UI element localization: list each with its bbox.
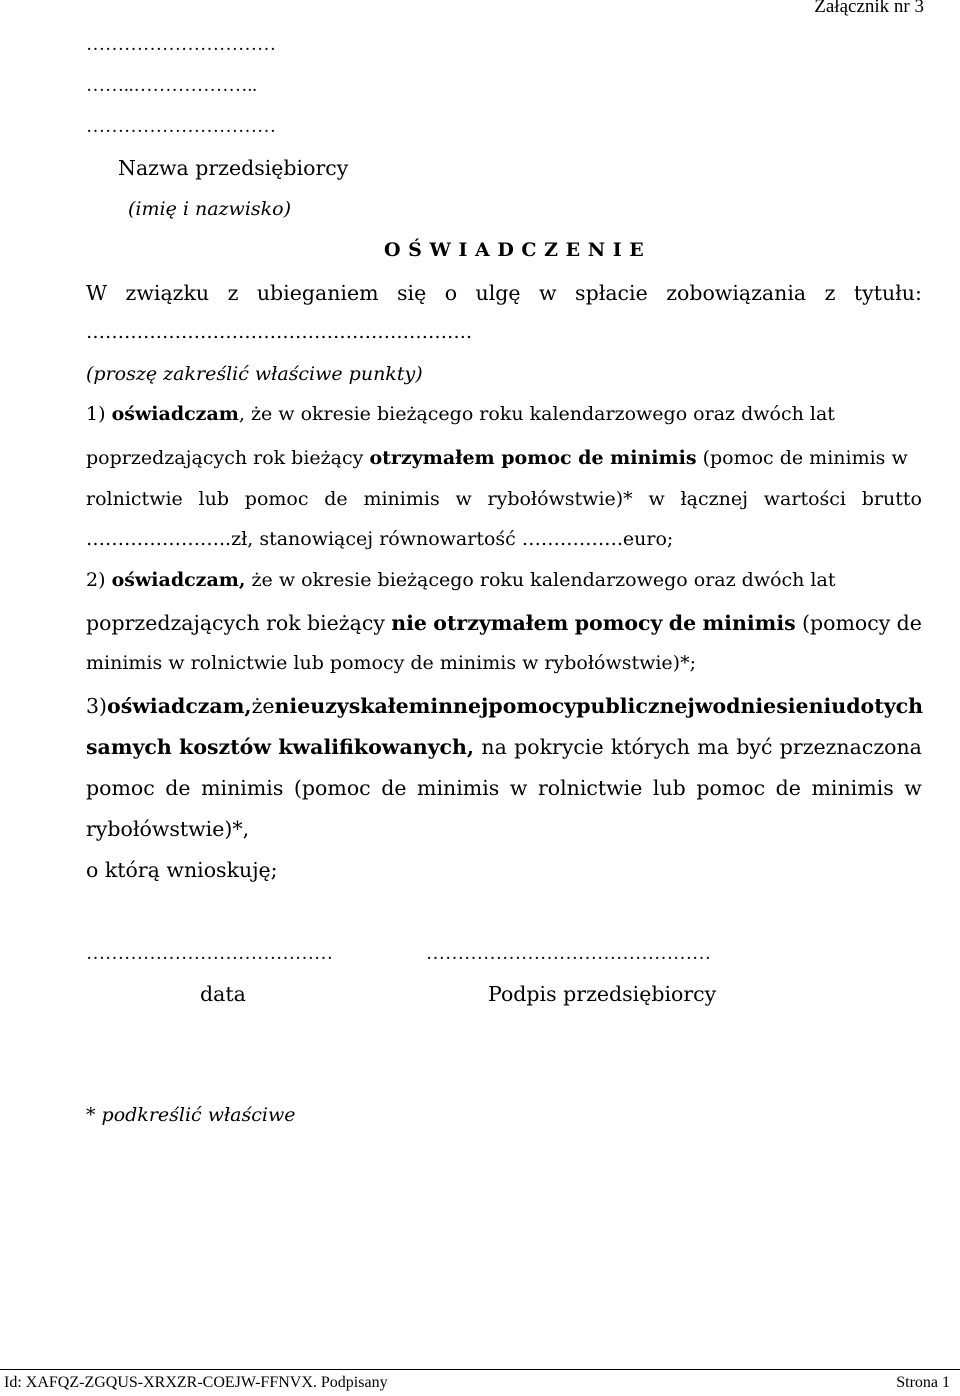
word: tytułu: bbox=[853, 281, 922, 305]
word: pomoc bbox=[696, 776, 766, 800]
company-dots-1: ………………………… bbox=[86, 34, 276, 55]
word: kwalifikowanych, bbox=[278, 735, 475, 759]
word: spłacie bbox=[575, 281, 648, 305]
point1-text: , że w okresie bieżącego roku kalendarzowego oraz dwóch lat bbox=[238, 403, 835, 425]
word: pomocy bbox=[574, 611, 663, 635]
date-label: data bbox=[200, 982, 246, 1006]
word: nie bbox=[391, 611, 427, 635]
word: w bbox=[648, 488, 665, 510]
word: brutto bbox=[861, 488, 922, 510]
word: W bbox=[86, 281, 108, 305]
point1-line1 bbox=[86, 403, 835, 425]
word: których bbox=[610, 735, 690, 759]
word: oświadczam, bbox=[107, 694, 252, 718]
point2-line1 bbox=[86, 569, 835, 591]
footer-divider bbox=[0, 1369, 960, 1370]
company-dots-3: ………………………… bbox=[86, 116, 276, 137]
signature-dots: ……………………………………… bbox=[426, 943, 711, 964]
word: łącznej bbox=[680, 488, 748, 510]
company-name-label: Nazwa przedsiębiorcy bbox=[118, 156, 349, 180]
word: ubieganiem bbox=[256, 281, 379, 305]
word: rolnictwie bbox=[86, 488, 183, 510]
point1-line4: …………………..zł, stanowiącej równowartość …………….euro; bbox=[86, 528, 674, 550]
point3-line4: rybołówstwie)*, bbox=[86, 817, 250, 841]
word: (pomoc bbox=[293, 776, 371, 800]
intro-dots: ……………………………………………………. bbox=[86, 321, 473, 343]
word: de bbox=[896, 611, 922, 635]
word: wartości bbox=[763, 488, 846, 510]
word: się bbox=[397, 281, 427, 305]
point2-number: 2) bbox=[86, 569, 106, 591]
word: w bbox=[694, 694, 713, 718]
word: pomocy bbox=[488, 694, 577, 718]
point3-line1 bbox=[86, 694, 922, 718]
word: w bbox=[509, 776, 528, 800]
word: minimis bbox=[363, 488, 440, 510]
word: związku bbox=[125, 281, 210, 305]
word: minimis bbox=[201, 776, 284, 800]
word: pomoc bbox=[244, 488, 309, 510]
word: de bbox=[324, 488, 348, 510]
point1-number: 1) bbox=[86, 403, 106, 425]
word: pokrycie bbox=[514, 735, 604, 759]
point3-line3 bbox=[86, 776, 922, 800]
point1-line2 bbox=[86, 447, 908, 469]
word: de bbox=[668, 611, 697, 635]
document-title: O Ś W I A D C Z E N I E bbox=[384, 239, 645, 261]
word: tych bbox=[874, 694, 923, 718]
word: rolnictwie bbox=[537, 776, 643, 800]
word: zobowiązania bbox=[666, 281, 807, 305]
word: na bbox=[481, 735, 507, 759]
footnote: * podkreślić właściwe bbox=[86, 1104, 296, 1126]
company-dots-2: ……..……………….. bbox=[86, 75, 257, 96]
word: że bbox=[251, 694, 275, 718]
point2-declare: oświadczam, bbox=[111, 569, 246, 591]
word: rybołówstwie)* bbox=[487, 488, 633, 510]
word: 3) bbox=[86, 694, 108, 718]
word: minimis bbox=[811, 776, 894, 800]
point2-line2 bbox=[86, 611, 922, 635]
word: innej bbox=[430, 694, 489, 718]
word: kosztów bbox=[179, 735, 271, 759]
attachment-label: Załącznik nr 3 bbox=[814, 0, 924, 17]
word: nie bbox=[274, 694, 311, 718]
word: samych bbox=[86, 735, 172, 759]
word: otrzymałem bbox=[433, 611, 569, 635]
word: w bbox=[904, 776, 922, 800]
word: odniesieniu bbox=[712, 694, 847, 718]
word: w bbox=[539, 281, 557, 305]
word: do bbox=[846, 694, 875, 718]
point1-declare: oświadczam bbox=[111, 403, 239, 425]
word: de bbox=[165, 776, 191, 800]
word: publicznej bbox=[576, 694, 695, 718]
footer-document-id: Id: XAFQZ-ZGQUS-XRXZR-COEJW-FFNVX. Podpisany bbox=[4, 1374, 388, 1391]
word: (pomocy bbox=[801, 611, 891, 635]
intro-line bbox=[86, 281, 922, 305]
word: de bbox=[381, 776, 407, 800]
word: lub bbox=[198, 488, 230, 510]
word: z bbox=[824, 281, 836, 305]
word: w bbox=[455, 488, 472, 510]
point1-l2b: otrzymałem pomoc de minimis bbox=[369, 447, 697, 469]
point1-l2a: poprzedzających rok bieżący bbox=[86, 447, 370, 469]
intro-note: (proszę zakreślić właściwe punkty) bbox=[86, 363, 423, 385]
point1-l2c: (pomoc de minimis w bbox=[696, 447, 908, 469]
word: uzyskałem bbox=[310, 694, 431, 718]
footer-page-number: Strona 1 bbox=[896, 1374, 950, 1391]
word: ma bbox=[697, 735, 729, 759]
word: rok bbox=[266, 611, 301, 635]
word: pomoc bbox=[86, 776, 155, 800]
point3-line2 bbox=[86, 735, 922, 759]
word: minimis bbox=[702, 611, 796, 635]
word: o bbox=[444, 281, 458, 305]
point1-line3 bbox=[86, 488, 922, 510]
date-dots: ………………………………… bbox=[86, 943, 333, 964]
company-name-hint: (imię i nazwisko) bbox=[128, 198, 292, 220]
word: ulgę bbox=[475, 281, 521, 305]
signature-label: Podpis przedsiębiorcy bbox=[488, 982, 717, 1006]
word: lub bbox=[652, 776, 686, 800]
point2-text: że w okresie bieżącego roku kalendarzowego oraz dwóch lat bbox=[245, 569, 836, 591]
word: de bbox=[775, 776, 801, 800]
word: przeznaczona bbox=[779, 735, 922, 759]
word: być bbox=[736, 735, 773, 759]
point2-line3: minimis w rolnictwie lub pomocy de minimis w rybołówstwie)*; bbox=[86, 652, 696, 674]
word: z bbox=[227, 281, 239, 305]
word: poprzedzających bbox=[86, 611, 260, 635]
word: minimis bbox=[417, 776, 500, 800]
point3-line5: o którą wnioskuję; bbox=[86, 858, 278, 882]
word: bieżący bbox=[307, 611, 385, 635]
